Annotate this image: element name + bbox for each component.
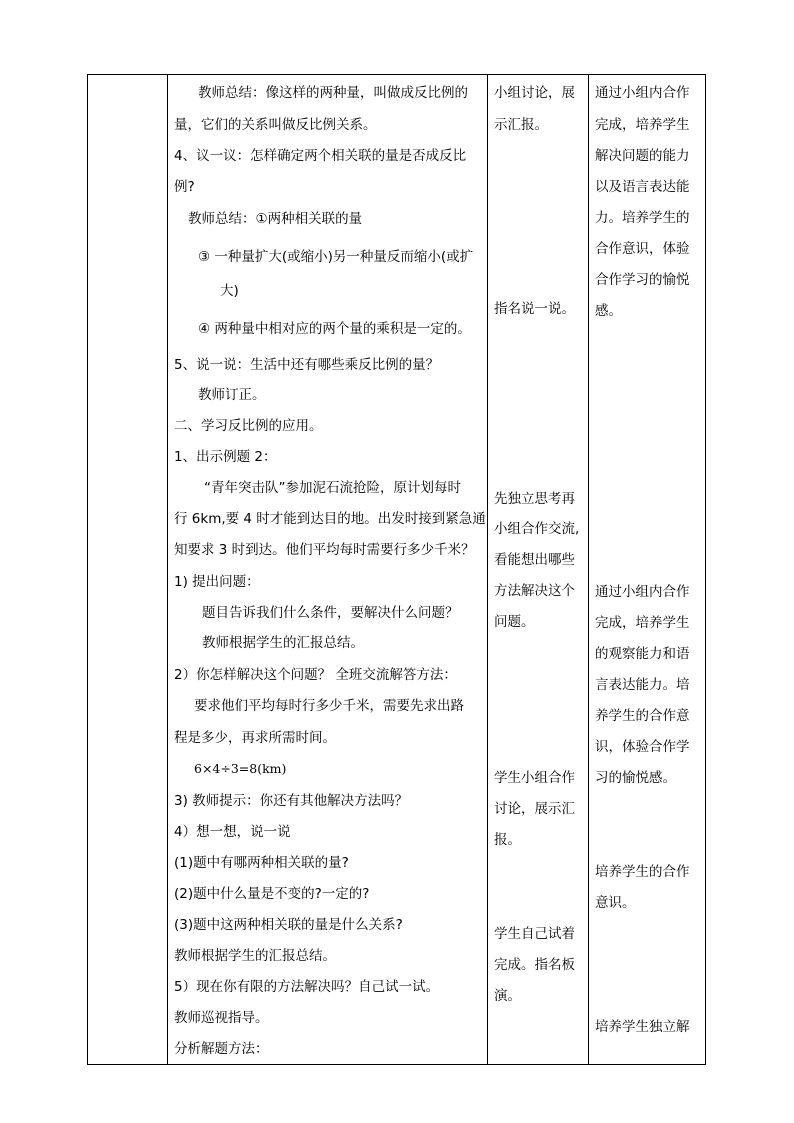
text-line: 合作意识，体验: [595, 241, 690, 257]
student-activity-column: [488, 75, 588, 1064]
text-line: 2）你怎样解决这个问题？ 全班交流解答方法：: [174, 667, 457, 683]
text-line: 先独立思考再: [494, 491, 575, 507]
text-line: 知要求 3 时到达。他们平均每时需要行多少千米？: [174, 542, 475, 558]
text-line: 感。: [595, 303, 622, 319]
text-line: 4）想一想，说一说: [174, 824, 291, 840]
text-line: 养学生的合作意: [595, 708, 690, 724]
text-line: 力。培养学生的: [595, 210, 690, 226]
text-line: 示汇报。: [494, 117, 548, 133]
text-line: 5）现在你有限的方法解决吗？自己试一试。: [174, 979, 440, 995]
text-line: 以及语言表达能: [595, 179, 690, 195]
text-line: 1、出示例题 2：: [174, 449, 277, 465]
text-line: 分析解题方法：: [174, 1041, 269, 1057]
text-line: 1) 提出问题：: [174, 574, 260, 590]
formula-line: 6×4÷3=8(km): [194, 761, 287, 776]
lesson-plan-table: [87, 74, 706, 1065]
text-line: ④ 两种量中相对应的两个量的乘积是一定的。: [198, 321, 471, 337]
text-line: 习的愉悦感。: [595, 770, 676, 786]
text-line: 看能想出哪些: [494, 552, 575, 568]
text-line: “青年突击队”参加泥石流抢险，原计划每时: [204, 480, 461, 496]
text-line: 演。: [494, 988, 521, 1004]
text-line: 培养学生独立解: [595, 1019, 690, 1035]
text-line: 程是多少，再求所需时间。: [174, 730, 336, 746]
text-line: 合作学习的愉悦: [595, 272, 690, 288]
design-intent-column: [589, 75, 706, 1064]
text-line: (1)题中有哪两种相关联的量?: [174, 855, 349, 871]
text-line: 意识。: [595, 895, 636, 911]
teaching-process-column: [168, 75, 487, 1064]
text-line: 学生自己试着: [494, 926, 575, 942]
text-line: 讨论，展示汇: [494, 801, 575, 817]
text-line: (3)题中这两种相关联的量是什么关系?: [174, 917, 403, 933]
text-line: 二、学习反比例的应用。: [174, 418, 323, 434]
text-line: 小组讨论，展: [494, 85, 575, 101]
text-line: 培养学生的合作: [595, 864, 690, 880]
text-line: 学生小组合作: [494, 770, 575, 786]
text-line: 量，它们的关系叫做反比例关系。: [174, 117, 377, 133]
text-line: 教师订正。: [198, 387, 266, 403]
text-line: 完成。指名板: [494, 957, 575, 973]
text-line: 方法解决这个: [494, 583, 575, 599]
text-line: 教师总结：像这样的两种量，叫做成反比例的: [198, 85, 468, 101]
text-line: 通过小组内合作: [595, 85, 690, 101]
text-line: 行 6km,要 4 时才能到达目的地。出发时接到紧急通: [174, 511, 486, 527]
text-line: 5、说一说：生活中还有哪些乘反比例的量？: [174, 357, 440, 373]
text-line: 完成，培养学生: [595, 117, 690, 133]
text-line: 小组合作交流,: [494, 521, 580, 537]
text-line: 要求他们平均每时行多少千米，需要先求出路: [194, 698, 464, 714]
text-line: 指名说一说。: [494, 301, 575, 317]
text-line: 识，体验合作学: [595, 739, 690, 755]
text-line: 4、议一议：怎样确定两个相关联的量是否成反比: [174, 148, 467, 164]
text-line: 大): [220, 283, 239, 299]
text-line: 完成，培养学生: [595, 615, 690, 631]
text-line: (2)题中什么量是不变的?一定的?: [174, 886, 370, 902]
text-line: 言表达能力。培: [595, 677, 690, 693]
text-line: 教师根据学生的汇报总结。: [174, 948, 336, 964]
text-line: 题目告诉我们什么条件，要解决什么问题？: [202, 605, 459, 621]
text-line: ③ 一种量扩大(或缩小)另一种量反而缩小(或扩: [198, 249, 474, 265]
text-line: 通过小组内合作: [595, 584, 690, 600]
text-line: 解决问题的能力: [595, 148, 690, 164]
text-line: 教师巡视指导。: [174, 1010, 269, 1026]
text-line: 报。: [494, 832, 521, 848]
text-line: 教师总结：①两种相关联的量: [188, 211, 363, 227]
text-line: 问题。: [494, 614, 535, 630]
text-line: 教师根据学生的汇报总结。: [202, 635, 364, 651]
text-line: 的观察能力和语: [595, 646, 690, 662]
text-line: 例?: [174, 179, 195, 195]
text-line: 3) 教师提示：你还有其他解决方法吗？: [174, 793, 409, 809]
